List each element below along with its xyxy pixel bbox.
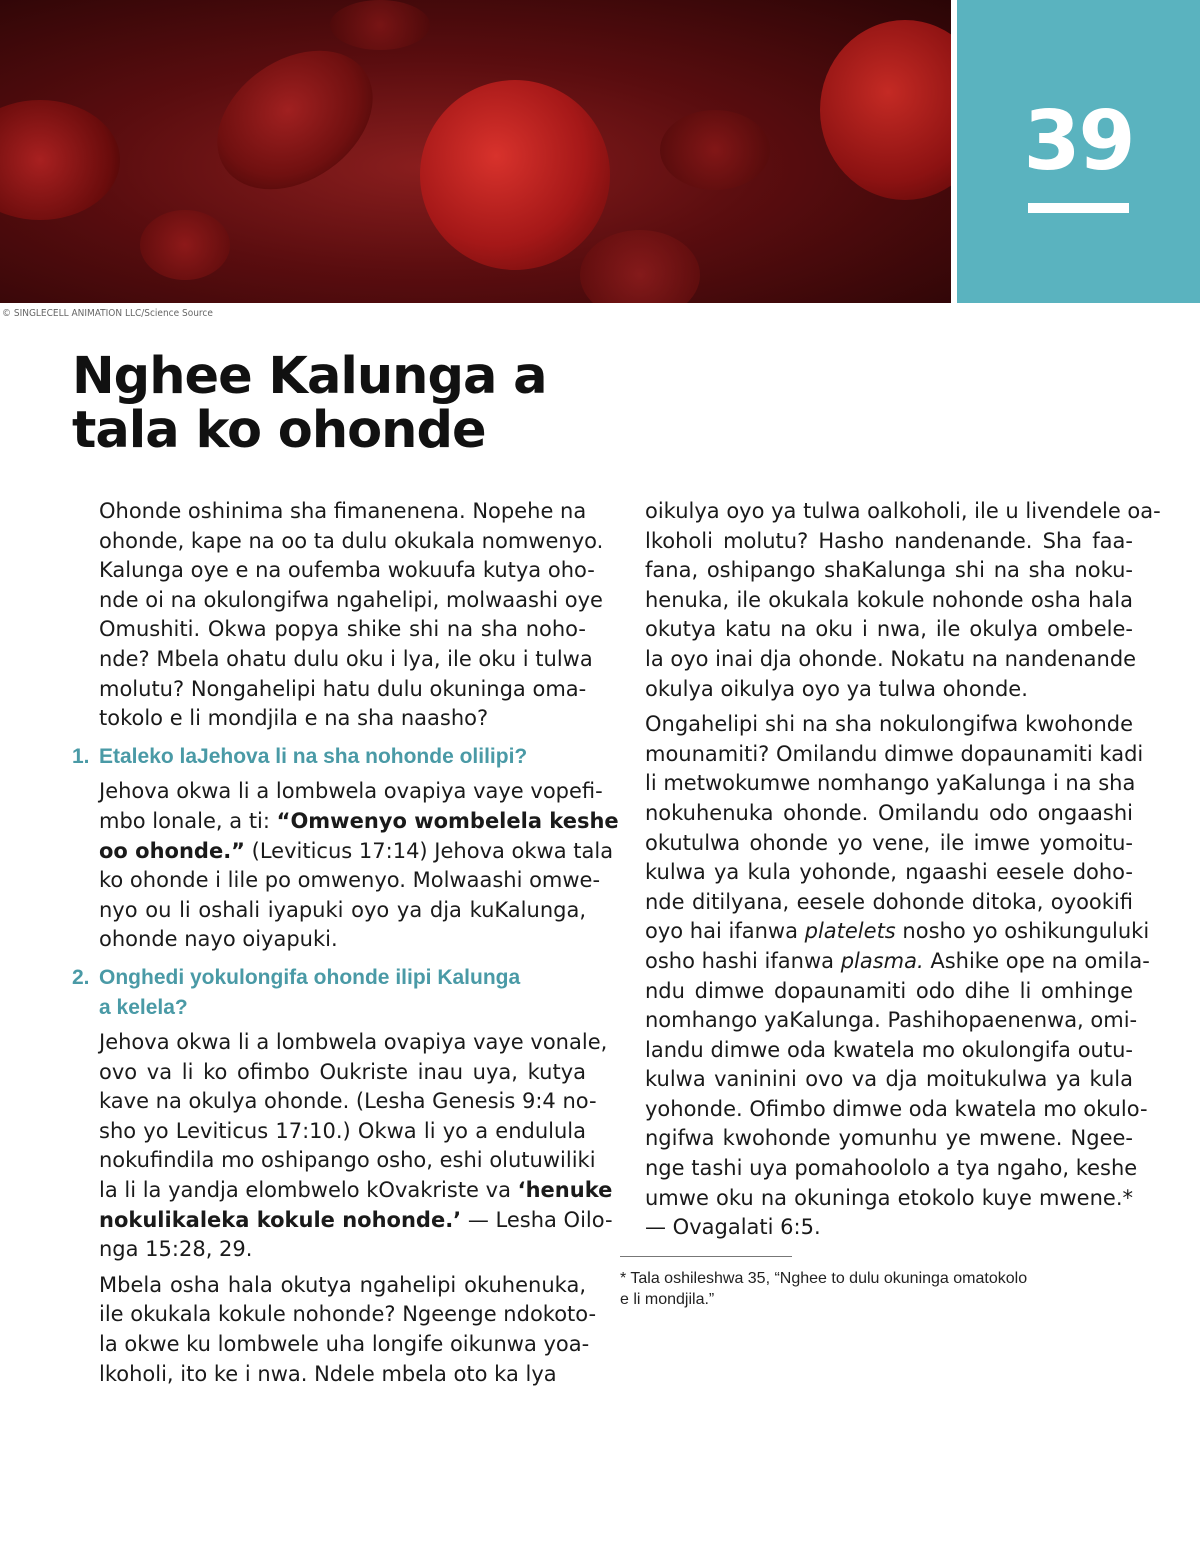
footnote-line: e li mondjila.” xyxy=(620,1291,715,1308)
page-title xyxy=(72,347,547,460)
left-column xyxy=(72,497,619,1395)
blood-cell xyxy=(191,22,399,218)
bold-text: oo ohonde.” xyxy=(99,838,245,863)
footnote-divider xyxy=(620,1256,792,1257)
paragraph xyxy=(99,1028,613,1265)
text-line: ohonde, kape na oo ta dulu okukala nomwenyo. xyxy=(99,528,604,553)
italic-text: plasma. xyxy=(840,948,924,973)
text-line: umwe oku na okuninga etokolo kuye mwene.* xyxy=(645,1185,1133,1210)
bold-text: ‘henuke xyxy=(517,1178,613,1203)
text-line: tokolo e li mondjila e na sha naasho? xyxy=(99,706,489,731)
text-line: nde ditilyana, eesele dohonde ditoka, oyookifi xyxy=(645,889,1133,914)
text-line: Ohonde oshinima sha fimanenena. Nopehe na xyxy=(99,499,587,523)
text: la li la yandja elombwelo kOvakriste va xyxy=(99,1178,518,1203)
text-line: nde oi na okulongifwa ngahelipi, molwaashi oye xyxy=(99,587,603,612)
text-line: okutulwa ohonde yo vene, ile imwe yomoitu- xyxy=(645,830,1133,855)
blood-cell xyxy=(660,110,770,190)
text-line: okulya oikulya oyo ya tulwa ohonde. xyxy=(645,676,1028,701)
text-line: kulwa ya kula yohonde, ngaashi eesele doho- xyxy=(645,860,1133,885)
text-line: nomhango yaKalunga. Pashihopaenenwa, omi- xyxy=(645,1008,1138,1033)
paragraph xyxy=(99,777,619,955)
question-number: 1. xyxy=(72,744,90,768)
blood-cell xyxy=(0,100,120,220)
text-line: nokufindila mo oshipango osho, eshi olutuwiliki xyxy=(99,1148,596,1173)
lesson-number-underline xyxy=(1028,203,1129,213)
text-line: Jehova okwa li a lombwela ovapiya vaye vonale, xyxy=(99,1030,608,1055)
text-line xyxy=(99,1206,613,1236)
paragraph xyxy=(645,710,1150,1243)
text-line: Mbela osha hala okutya ngahelipi okuhenuka, xyxy=(99,1272,586,1297)
text-line: oikulya oyo ya tulwa oalkoholi, ile u livendele oa- xyxy=(645,499,1161,523)
text-line: nga 15:28, 29. xyxy=(99,1237,253,1262)
paragraph xyxy=(645,497,1161,704)
text-line: la oyo inai dja ohonde. Nokatu na nandenande xyxy=(645,646,1137,671)
text-line xyxy=(645,917,1150,947)
text-line: ko ohonde i lile po omwenyo. Molwaashi omwe- xyxy=(99,868,601,893)
text-line: li metwokumwe nomhango yaKalunga i na sha xyxy=(645,771,1136,796)
lesson-number-badge xyxy=(957,0,1200,303)
text-line: ovo va li ko ofimbo Oukriste inau uya, kutya xyxy=(99,1059,586,1084)
text-line xyxy=(99,837,614,867)
text-line: lkoholi molutu? Hasho nandenande. Sha faa- xyxy=(645,528,1133,553)
text: (Leviticus 17:14) Jehova okwa tala xyxy=(244,838,614,863)
study-question xyxy=(72,742,586,772)
right-column xyxy=(645,497,1161,1249)
text-line: nyo ou li oshali iyapuki oyo ya dja kuKalunga, xyxy=(99,897,586,922)
text-line: nde? Mbela ohatu dulu oku i lya, ile oku i tulwa xyxy=(99,646,593,671)
text: osho hashi ifanwa xyxy=(645,948,841,973)
blood-cell xyxy=(140,210,230,280)
paragraph xyxy=(99,497,604,734)
italic-text: platelets xyxy=(804,919,896,944)
text-line: lkoholi, ito ke i nwa. Ndele mbela oto ka lya xyxy=(99,1361,557,1386)
text-line: Omushiti. Okwa popya shike shi na sha noho- xyxy=(99,617,586,642)
text-line: nge tashi uya pomahoololo a tya ngaho, keshe xyxy=(645,1156,1138,1181)
text-line: ohonde nayo oiyapuki. xyxy=(99,927,338,952)
blood-cell xyxy=(330,0,430,50)
text-line: Ongahelipi shi na sha nokulongifwa kwohonde xyxy=(645,712,1133,737)
text: mbo lonale, a ti: xyxy=(99,808,277,833)
text-line: kave na okulya ohonde. (Lesha Genesis 9:4 no- xyxy=(99,1089,597,1114)
footnote-line: * Tala oshileshwa 35, “Nghee to dulu okuninga omatokolo xyxy=(620,1270,1028,1287)
question-text: a kelela? xyxy=(99,995,188,1019)
header-photo-blood-cells xyxy=(0,0,951,303)
text-line: yohonde. Ofimbo dimwe oda kwatela mo okulo- xyxy=(645,1096,1148,1121)
lesson-number: 39 xyxy=(1023,94,1134,189)
text: Ashike ope na omila- xyxy=(923,948,1150,973)
page-title-line: Nghee Kalunga a xyxy=(72,347,547,406)
photo-credit: © SINGLECELL ANIMATION LLC/Science Source xyxy=(2,308,213,319)
text-line: la okwe ku lombwele uha longife oikunwa yoa- xyxy=(99,1332,590,1357)
blood-cell xyxy=(580,230,700,303)
text-line: Kalunga oye e na oufemba wokuufa kutya oho- xyxy=(99,558,595,583)
text-line: henuka, ile okukala kokule nohonde osha hala xyxy=(645,587,1133,612)
text-line: ngifwa kwohonde yomunhu ye mwene. Ngee- xyxy=(645,1126,1133,1151)
study-question xyxy=(72,963,586,1022)
bold-text: nokulikaleka kokule nohonde.’ xyxy=(99,1207,462,1232)
question-text: Etaleko laJehova li na sha nohonde olilipi? xyxy=(99,744,528,768)
text-line xyxy=(99,807,619,837)
text-line: Jehova okwa li a lombwela ovapiya vaye vopefi- xyxy=(99,779,603,804)
text: nosho yo oshikunguluki xyxy=(895,919,1150,944)
text-line: landu dimwe oda kwatela mo okulongifa outu- xyxy=(645,1037,1133,1062)
text-line xyxy=(645,947,1150,977)
text-line: mounamiti? Omilandu dimwe dopaunamiti kadi xyxy=(645,741,1144,766)
footnote xyxy=(620,1268,1027,1310)
text: — Lesha Oilo- xyxy=(461,1207,613,1232)
text-line: fana, oshipango shaKalunga shi na sha noku- xyxy=(645,558,1133,583)
text-line: kulwa vaninini ovo va dja moitukulwa ya kula xyxy=(645,1067,1133,1092)
text-line: ile okukala kokule nohonde? Ngeenge ndokoto- xyxy=(99,1302,597,1327)
paragraph xyxy=(99,1271,597,1389)
text-line: — Ovagalati 6:5. xyxy=(645,1215,821,1240)
text-line: ndu dimwe dopaunamiti odo dihe li omhinge xyxy=(645,978,1133,1003)
text-line: molutu? Nongahelipi hatu dulu okuninga oma- xyxy=(99,676,587,701)
question-text: Onghedi yokulongifa ohonde ilipi Kalunga xyxy=(99,965,521,989)
text-line: nokuhenuka ohonde. Omilandu odo ongaashi xyxy=(645,800,1133,825)
bold-text: “Omwenyo wombelela keshe xyxy=(276,808,619,833)
page-title-line: tala ko ohonde xyxy=(72,401,486,460)
text-line: sho yo Leviticus 17:10.) Okwa li yo a endulula xyxy=(99,1118,586,1143)
blood-cell xyxy=(820,20,951,200)
question-number: 2. xyxy=(72,965,90,989)
text: oyo hai ifanwa xyxy=(645,919,805,944)
blood-cell xyxy=(420,80,610,270)
text-line: okutya katu na oku i nwa, ile okulya ombele- xyxy=(645,617,1133,642)
text-line xyxy=(99,1176,613,1206)
